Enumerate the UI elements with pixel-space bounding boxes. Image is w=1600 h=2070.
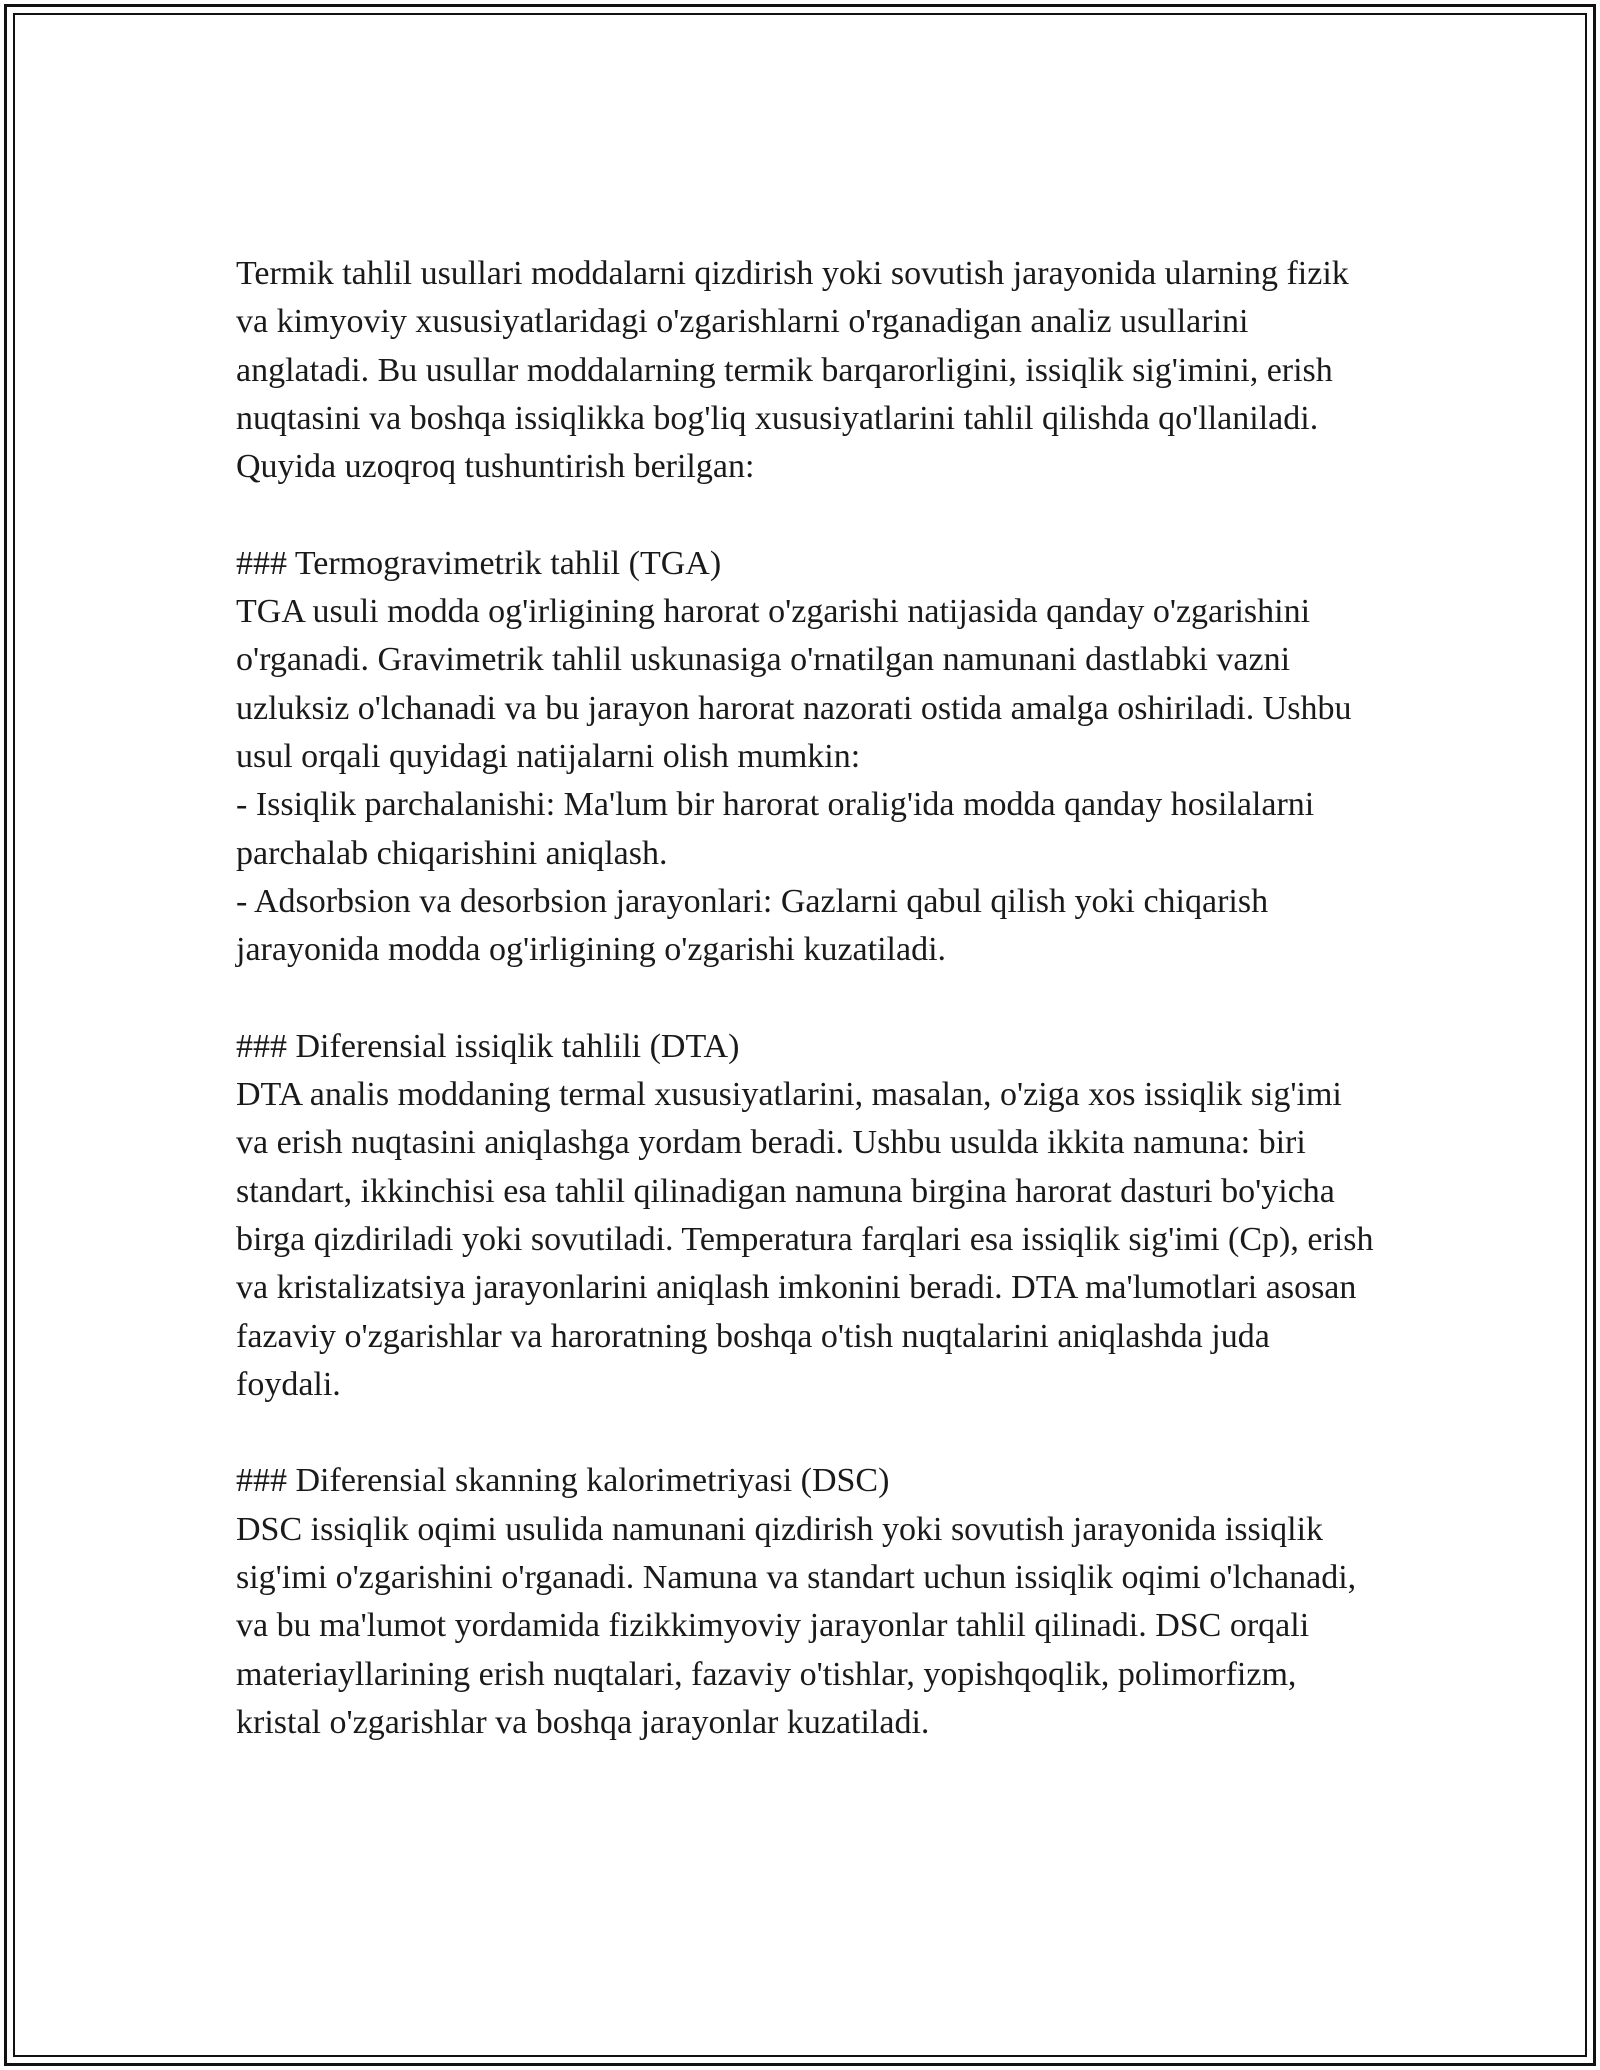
section-heading-dsc: ### Diferensial skanning kalorimetriyasi (DSC) (236, 1462, 890, 1500)
document-body (236, 250, 1376, 1747)
list-item: - Issiqlik parchalanishi: Ma'lum bir harorat oralig'ida modda qanday hosilalarni parchalab chiqarishini aniqlash. (236, 786, 1315, 872)
paragraph-gap (236, 1409, 1376, 1457)
section-heading-tga: ### Termogravimetrik tahlil (TGA) (236, 544, 722, 582)
paragraph-gap (236, 974, 1376, 1022)
section-body-dsc: DSC issiqlik oqimi usulida namunani qizdirish yoki sovutish jarayonida issiqlik sig'imi o'zgarishini o'rganadi. Namuna va standart uchun issiqlik oqimi o'lchanadi, va bu ma'lumot yordamida fizikkimyoviy jarayonlar tahlil qilinadi. DSC orqali materiayllarining erish nuqtalari, fazaviy o'tishlar, yopishqoqlik, polimorfizm, kristal o'zgarishlar va boshqa jarayonlar kuzatiladi. (236, 1510, 1357, 1741)
paragraph-gap (236, 491, 1376, 539)
intro-paragraph: Termik tahlil usullari moddalarni qizdirish yoki sovutish jarayonida ularning fizik va kimyoviy xususiyatlaridagi o'zgarishlarni o'rganadigan analiz usullarini anglatadi. Bu usullar moddalarning termik barqarorligini, issiqlik sig'imini, erish nuqtasini va boshqa issiqlikka bog'liq xususiyatlarini tahlil qilishda qo'llaniladi. Quyida uzoqroq tushuntirish berilgan: (236, 255, 1349, 486)
list-item: - Adsorbsion va desorbsion jarayonlari: Gazlarni qabul qilish yoki chiqarish jarayonida modda og'irligining o'zgarishi kuzatiladi. (236, 882, 1269, 969)
section-body-tga: TGA usuli modda og'irligining harorat o'zgarishi natijasida qanday o'zgarishini o'rganadi. Gravimetrik tahlil uskunasiga o'rnatilgan namunani dastlabki vazni uzluksiz o'lchanadi va bu jarayon harorat nazorati ostida amalga oshiriladi. Ushbu usul orqali quyidagi natijalarni olish mumkin: (236, 593, 1352, 775)
section-body-dta: DTA analis moddaning termal xususiyatlarini, masalan, o'ziga xos issiqlik sig'imi va erish nuqtasini aniqlashga yordam beradi. Ushbu usulda ikkita namuna: biri standart, ikkinchisi esa tahlil qilinadigan namuna birgina harorat dasturi bo'yicha birga qizdiriladi yoki sovutiladi. Temperatura farqlari esa issiqlik sig'imi (Cp), erish va kristalizatsiya jarayonlarini aniqlash imkonini beradi. DTA ma'lumotlari asosan fazaviy o'zgarishlar va haroratning boshqa o'tish nuqtalarini aniqlashda juda foydali. (236, 1076, 1374, 1403)
section-heading-dta: ### Diferensial issiqlik tahlili (DTA) (236, 1027, 740, 1065)
